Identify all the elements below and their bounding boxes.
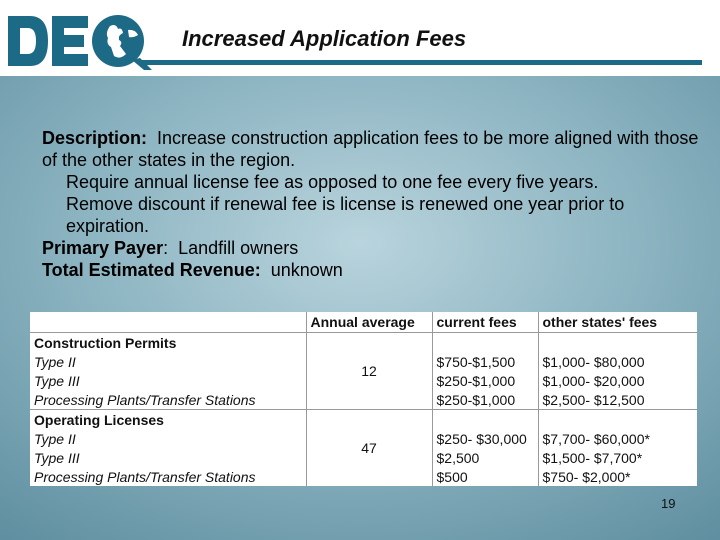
row-type: Type II: [34, 430, 76, 447]
empty-cell: [432, 410, 538, 430]
other-states-fee: $2,500- $12,500: [538, 390, 697, 410]
table-row: [30, 333, 697, 353]
description-line-1: Increase construction application fees to be more aligned with those of the other states in the region.: [42, 128, 699, 170]
current-fee: $500: [432, 467, 538, 486]
row-type: Type III: [34, 449, 80, 466]
other-states-fee: $750- $2,000*: [538, 467, 697, 486]
primary-payer-label: Primary Payer: [42, 238, 164, 258]
primary-payer-value: Landfill owners: [178, 238, 299, 258]
description-line-2: Require annual license fee as opposed to one fee every five years.: [66, 172, 599, 192]
revenue-value: unknown: [270, 260, 343, 280]
fees-table: [30, 312, 697, 486]
description-label: Description:: [42, 128, 148, 148]
slide-title: Increased Application Fees: [182, 26, 467, 51]
primary-payer-colon: :: [163, 238, 169, 258]
description-line-3: Remove discount if renewal fee is license is renewed one year prior to expiration.: [66, 194, 625, 236]
deq-logo: [4, 10, 154, 72]
group-name: Construction Permits: [30, 333, 306, 353]
current-fee: $250-$1,000: [432, 390, 538, 410]
revenue-label: Total Estimated Revenue:: [42, 260, 261, 280]
row-type: Type III: [34, 372, 80, 389]
slide-header: [0, 0, 720, 76]
row-type: Processing Plants/Transfer Stations: [34, 468, 256, 485]
annual-average-value: 12: [306, 333, 432, 410]
other-states-fee: $1,000- $20,000: [538, 371, 697, 390]
empty-cell: [432, 333, 538, 353]
annual-average-value: 47: [306, 410, 432, 487]
header-current-fees: current fees: [432, 312, 538, 333]
row-type: Processing Plants/Transfer Stations: [34, 391, 256, 408]
header-rule: [140, 60, 702, 65]
other-states-fee: $1,000- $80,000: [538, 352, 697, 371]
empty-cell: [538, 333, 697, 353]
other-states-fee: $1,500- $7,700*: [538, 448, 697, 467]
header-blank-cell: [30, 312, 306, 333]
current-fee: $2,500: [432, 448, 538, 467]
current-fee: $250- $30,000: [432, 429, 538, 448]
table-header-row: [30, 312, 697, 333]
page-number: 19: [661, 496, 676, 511]
row-type: Type II: [34, 353, 76, 370]
current-fee: $250-$1,000: [432, 371, 538, 390]
current-fee: $750-$1,500: [432, 352, 538, 371]
description-block: [42, 127, 702, 281]
group-name: Operating Licenses: [30, 410, 306, 430]
empty-cell: [538, 410, 697, 430]
other-states-fee: $7,700- $60,000*: [538, 429, 697, 448]
header-other-states-fees: other states' fees: [538, 312, 697, 333]
table-row: [30, 410, 697, 430]
header-annual-average: Annual average: [306, 312, 432, 333]
